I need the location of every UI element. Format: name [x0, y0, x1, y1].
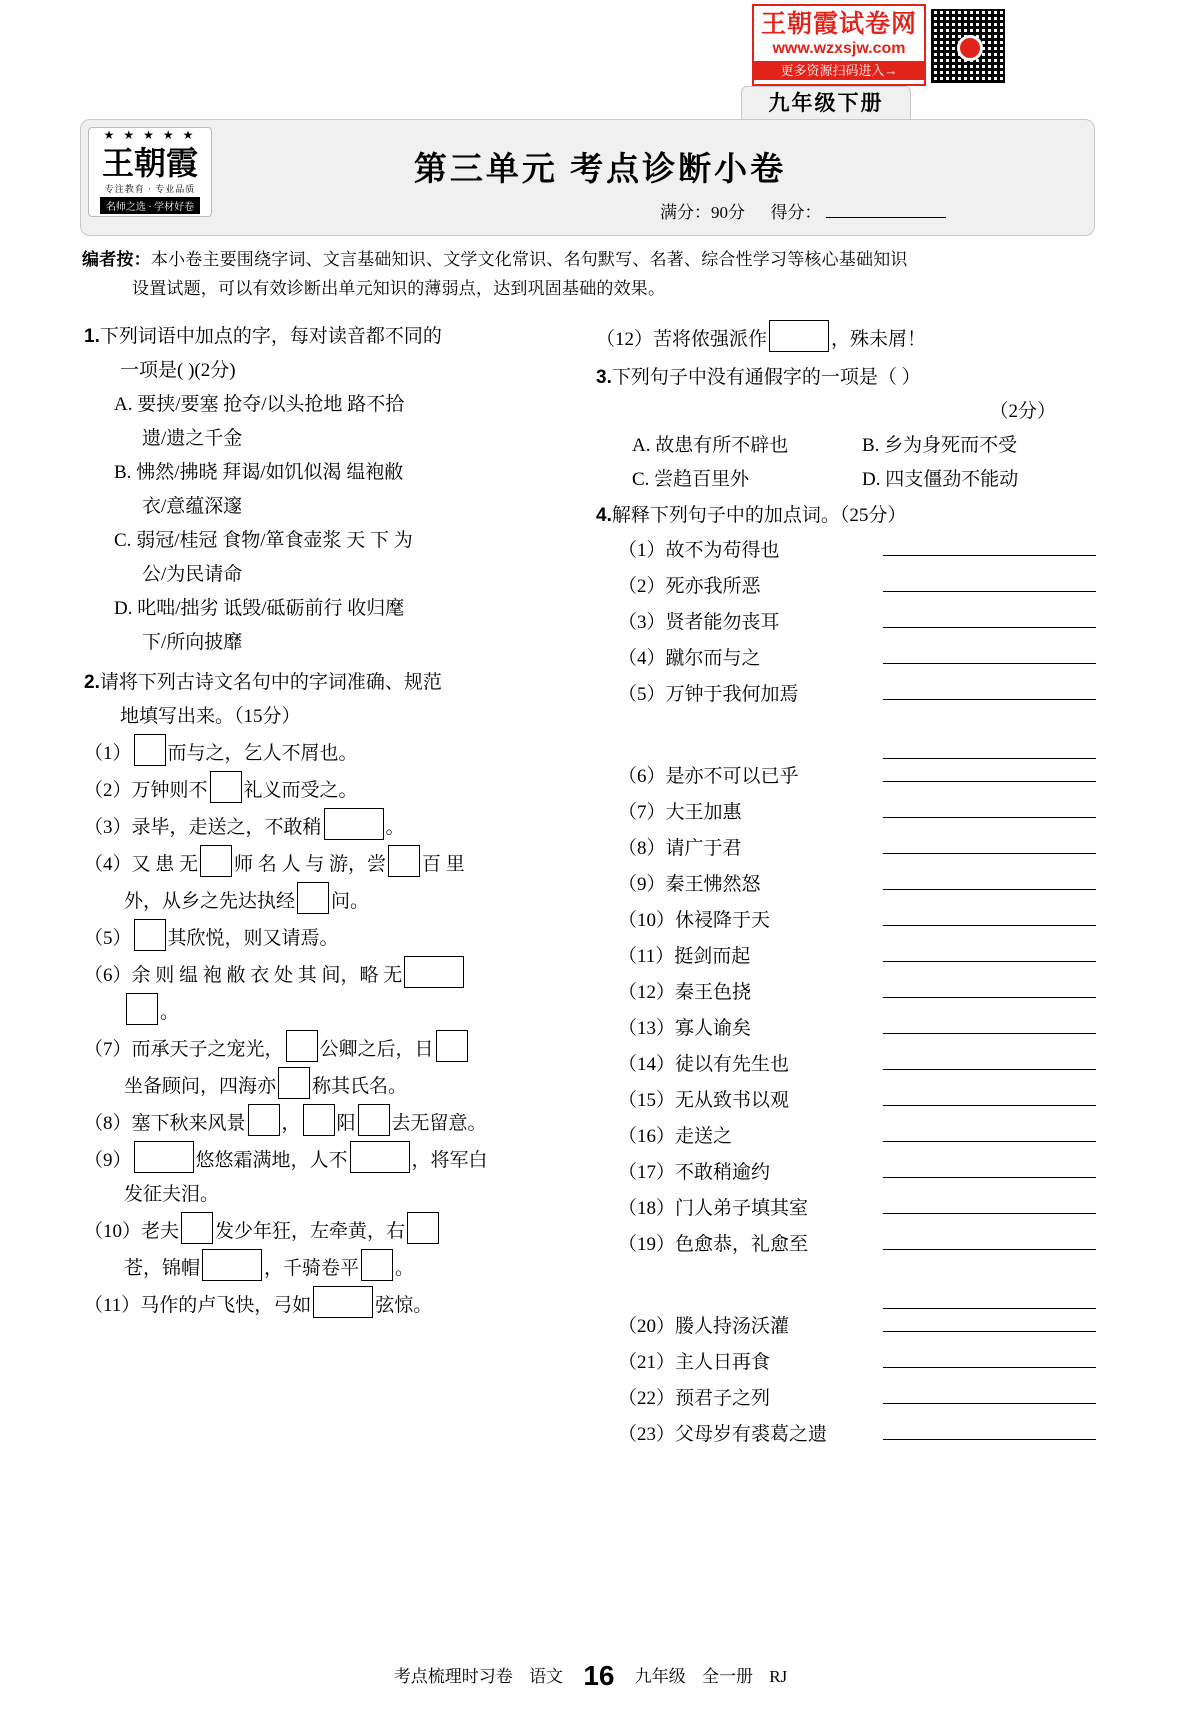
- full-score-label: 满分：90分: [660, 203, 745, 222]
- q2-item-5[interactable]: （5） 其欣悦，则又请焉。: [84, 919, 564, 956]
- fill-box[interactable]: [388, 845, 420, 877]
- fill-box[interactable]: [313, 1286, 373, 1318]
- q4-item: [618, 1345, 1096, 1381]
- left-column: [84, 320, 564, 1325]
- answer-line[interactable]: [883, 677, 1096, 700]
- fill-box[interactable]: [361, 1249, 393, 1281]
- question-3: [596, 361, 1096, 497]
- question-2-number: 2.: [84, 672, 100, 693]
- q4-item: [618, 903, 1096, 939]
- score-label: 得分：: [770, 203, 822, 222]
- fill-box[interactable]: [126, 993, 158, 1025]
- brand-site-url: www.wzxsjw.com: [772, 40, 906, 57]
- answer-line[interactable]: [883, 1381, 1096, 1404]
- answer-line[interactable]: [883, 1083, 1096, 1106]
- question-1-number: 1.: [84, 326, 100, 347]
- brand-box: [752, 4, 926, 86]
- answer-line[interactable]: [883, 795, 1096, 818]
- q4-item-label: （20）媵人持汤沃灌: [618, 1316, 790, 1337]
- question-1-option-c[interactable]: [84, 524, 564, 558]
- question-2: [84, 666, 564, 1323]
- answer-line[interactable]: [883, 533, 1096, 556]
- q4-item: [618, 795, 1096, 831]
- fill-box[interactable]: [324, 808, 384, 840]
- editor-note-label: 编者按：: [82, 250, 151, 269]
- q4-item: [618, 831, 1096, 867]
- question-1-option-b[interactable]: [84, 456, 564, 490]
- answer-line[interactable]: [883, 1155, 1096, 1178]
- q4-item: [618, 1155, 1096, 1191]
- q4-item: [618, 975, 1096, 1011]
- grade-tab: 九年级下册: [741, 86, 911, 121]
- q4-item-label: （5）万钟于我何加焉: [618, 684, 799, 705]
- fill-box[interactable]: [134, 734, 166, 766]
- answer-line[interactable]: [883, 641, 1096, 664]
- q2-item-9[interactable]: （9） 悠悠霜满地，人不 ，将军白 发征夫泪。: [84, 1141, 564, 1212]
- question-4: [596, 499, 1096, 1453]
- fill-box[interactable]: [202, 1249, 262, 1281]
- q4-item-label: （6）是亦不可以已乎: [618, 766, 799, 787]
- q4-item: [618, 1417, 1096, 1453]
- answer-line[interactable]: [883, 1047, 1096, 1070]
- answer-line[interactable]: [883, 1309, 1096, 1332]
- question-1: [84, 320, 564, 660]
- question-3-option-d[interactable]: D. 四支僵劲不能动: [862, 469, 1019, 490]
- option-a-text2: 遗/遗之千金: [142, 428, 243, 449]
- answer-line[interactable]: [883, 975, 1096, 998]
- q4-item-label: （19）色愈恭，礼愈至: [618, 1234, 809, 1255]
- question-3-option-a[interactable]: A. 故患有所不辟也: [632, 435, 789, 456]
- question-4-number: 4.: [596, 505, 612, 526]
- question-3-option-c[interactable]: C. 尝趋百里外: [632, 469, 750, 490]
- fill-box[interactable]: [303, 1104, 335, 1136]
- q2-item-4[interactable]: （4）又 患 无 师 名 人 与 游，尝 百 里 外，从乡之先达执经 问。: [84, 845, 564, 919]
- q4-item-label: （15）无从致书以观: [618, 1090, 790, 1111]
- answer-line[interactable]: [883, 1011, 1096, 1034]
- fill-box[interactable]: [181, 1212, 213, 1244]
- q4-item-label: （16）走送之: [618, 1126, 733, 1147]
- q4-item: [618, 1309, 1096, 1345]
- q4-item-label: （13）寡人谕矣: [618, 1018, 752, 1039]
- q2-item-7[interactable]: （7）而承天子之宠光， 公卿之后，日 坐备顾问，四海亦 称其氏名。: [84, 1030, 564, 1104]
- page-title: 第三单元 考点诊断小卷: [413, 150, 787, 187]
- question-1-stem-line2: 一项是( )(2分): [120, 360, 236, 381]
- fill-box[interactable]: [134, 919, 166, 951]
- q4-item: [618, 1083, 1096, 1119]
- q4-item-label: （11）挺剑而起: [618, 946, 751, 967]
- answer-line[interactable]: [883, 867, 1096, 890]
- q4-item: [618, 605, 1096, 641]
- question-1-option-d[interactable]: [84, 592, 564, 626]
- answer-line[interactable]: [883, 1119, 1096, 1142]
- logo-stars: ★ ★ ★ ★ ★: [103, 128, 197, 142]
- q4-item: [618, 641, 1096, 677]
- brand-scan-note: 更多资源扫码进入→: [754, 61, 924, 80]
- fill-box[interactable]: [350, 1141, 410, 1173]
- q4-item-label: （12）秦王色挠: [618, 982, 752, 1003]
- q2-item-1[interactable]: （1） 而与之，乞人不屑也。: [84, 734, 564, 771]
- q4-item: [618, 533, 1096, 569]
- fill-box[interactable]: [769, 320, 829, 352]
- fill-box[interactable]: [200, 845, 232, 877]
- option-c-label: C.: [114, 530, 132, 551]
- fill-box[interactable]: [134, 1141, 194, 1173]
- option-d-label: D.: [114, 598, 133, 619]
- q4-item-label: （21）主人日再食: [618, 1352, 771, 1373]
- q4-item-label: （23）父母岁有裘葛之遗: [618, 1424, 828, 1445]
- right-column: [596, 320, 1096, 1455]
- q2-item-10[interactable]: （10）老夫 发少年狂，左牵黄，右 苍，锦帽 ，千骑卷平 。: [84, 1212, 564, 1286]
- q4-item: [618, 1047, 1096, 1083]
- q4-item-label: （22）预君子之列: [618, 1388, 771, 1409]
- q4-item-label: （1）故不为苟得也: [618, 540, 780, 561]
- q4-item-label: （7）大王加惠: [618, 802, 742, 823]
- q4-item-spacer: [618, 1263, 1096, 1309]
- answer-line[interactable]: [883, 1227, 1096, 1250]
- q4-item: [618, 1119, 1096, 1155]
- q4-item: [618, 939, 1096, 975]
- footer-subject: 语文: [529, 1667, 564, 1686]
- option-c-text2: 公/为民请命: [142, 564, 243, 585]
- editor-note-line2: 设置试题，可以有效诊断出单元知识的薄弱点，达到巩固基础的效果。: [132, 279, 666, 298]
- question-1-stem-line1: 下列词语中加点的字，每对读音都不同的: [99, 326, 442, 347]
- option-d-text2: 下/所向披靡: [142, 632, 243, 653]
- answer-line[interactable]: [883, 759, 1096, 782]
- fill-box[interactable]: [278, 1067, 310, 1099]
- q4-item: [618, 1381, 1096, 1417]
- fill-box[interactable]: [286, 1030, 318, 1062]
- fill-box[interactable]: [358, 1104, 390, 1136]
- q4-item-label: （14）徒以有先生也: [618, 1054, 790, 1075]
- answer-line[interactable]: [883, 903, 1096, 926]
- answer-line[interactable]: [883, 831, 1096, 854]
- q2-item-11[interactable]: （11）马作的卢飞快，弓如 弦惊。: [84, 1286, 564, 1323]
- q4-item: [618, 1191, 1096, 1227]
- q4-item: [618, 569, 1096, 605]
- score-input[interactable]: [826, 217, 946, 218]
- fill-box[interactable]: [436, 1030, 468, 1062]
- q4-item-spacer: [618, 713, 1096, 759]
- option-b-text2: 衣/意蕴深邃: [142, 496, 243, 517]
- q4-item: [618, 1011, 1096, 1047]
- question-3-stem-line1: 下列句子中没有通假字的一项是（ ）: [611, 367, 921, 388]
- question-1-option-a[interactable]: [84, 388, 564, 422]
- q4-item: [618, 677, 1096, 713]
- answer-line[interactable]: [883, 939, 1096, 962]
- question-4-stem: 解释下列句子中的加点词。（25分）: [611, 505, 907, 526]
- answer-line[interactable]: [883, 1417, 1096, 1440]
- question-2-stem-line1: 请将下列古诗文名句中的字词准确、规范: [99, 672, 442, 693]
- answer-line[interactable]: [883, 569, 1096, 592]
- publisher-logo: [88, 127, 212, 217]
- answer-line[interactable]: [883, 1286, 1096, 1309]
- option-a-text1: 要挟/要塞 抢夺/以头抢地 路不拾: [137, 394, 405, 415]
- logo-subtitle: 专注教育 · 专业品质: [104, 184, 196, 194]
- question-3-stem-line2: （2分）: [989, 401, 1056, 422]
- page-number: 16: [583, 1660, 615, 1691]
- option-b-text1: 怫然/拂晓 拜谒/如饥似渴 缊袍敝: [136, 462, 404, 483]
- fill-box[interactable]: [407, 1212, 439, 1244]
- footer-version: RJ: [769, 1667, 788, 1686]
- q4-item: [618, 867, 1096, 903]
- q4-item-label: （17）不敢稍逾约: [618, 1162, 771, 1183]
- fill-box[interactable]: [297, 882, 329, 914]
- page-footer: [0, 1660, 1181, 1692]
- option-d-text1: 叱咄/拙劣 诋毁/砥砺前行 收归麾: [137, 598, 405, 619]
- answer-line[interactable]: [883, 1345, 1096, 1368]
- q4-item-label: （4）蹴尔而与之: [618, 648, 761, 669]
- q4-item-label: （9）秦王怫然怒: [618, 874, 761, 895]
- fill-box[interactable]: [404, 956, 464, 988]
- qr-code-icon[interactable]: [928, 6, 1008, 86]
- q4-item: [618, 759, 1096, 795]
- q2-item-8[interactable]: （8）塞下秋来风景 ， 阳 去无留意。: [84, 1104, 564, 1141]
- q4-item: [618, 1227, 1096, 1263]
- option-a-label: A.: [114, 394, 133, 415]
- answer-line[interactable]: [883, 605, 1096, 628]
- footer-volume: 全一册: [701, 1667, 753, 1686]
- logo-tag: 名师之选 · 学材好卷: [100, 197, 200, 214]
- q4-item-label: （18）门人弟子填其室: [618, 1198, 809, 1219]
- q2-item-3[interactable]: （3）录毕，走送之，不敢稍 。: [84, 808, 564, 845]
- q4-item-label: （8）请广于君: [618, 838, 742, 859]
- editor-note: [82, 245, 1092, 303]
- footer-series: 考点梳理时习卷: [393, 1667, 513, 1686]
- score-line: [660, 198, 1080, 223]
- question-2-stem-line2: 地填写出来。（15分）: [120, 706, 301, 727]
- question-3-option-b[interactable]: B. 乡为身死而不受: [862, 435, 1018, 456]
- option-b-label: B.: [114, 462, 132, 483]
- q2-item-2[interactable]: （2）万钟则不 礼义而受之。: [84, 771, 564, 808]
- answer-line[interactable]: [883, 1191, 1096, 1214]
- q2-item-12[interactable]: （12）苦将侬强派作 ，殊未屑！: [596, 320, 1096, 357]
- answer-line[interactable]: [883, 736, 1096, 759]
- logo-name: 王朝霞: [101, 145, 198, 181]
- brand-site-name: 王朝霞试卷网: [760, 10, 917, 38]
- question-3-number: 3.: [596, 367, 612, 388]
- footer-grade: 九年级: [634, 1667, 686, 1686]
- option-c-text1: 弱冠/桂冠 食物/箪食壶浆 天 下 为: [136, 530, 413, 551]
- q2-item-6[interactable]: （6）余 则 缊 袍 敝 衣 处 其 间，略 无 。: [84, 956, 564, 1030]
- q4-item-label: （2）死亦我所恶: [618, 576, 761, 597]
- q4-item-label: （10）休祲降于天: [618, 910, 771, 931]
- fill-box[interactable]: [210, 771, 242, 803]
- q4-item-label: （3）贤者能勿丧耳: [618, 612, 780, 633]
- editor-note-line1: 本小卷主要围绕字词、文言基础知识、文学文化常识、名句默写、名著、综合性学习等核心基础知识: [150, 250, 908, 269]
- fill-box[interactable]: [248, 1104, 280, 1136]
